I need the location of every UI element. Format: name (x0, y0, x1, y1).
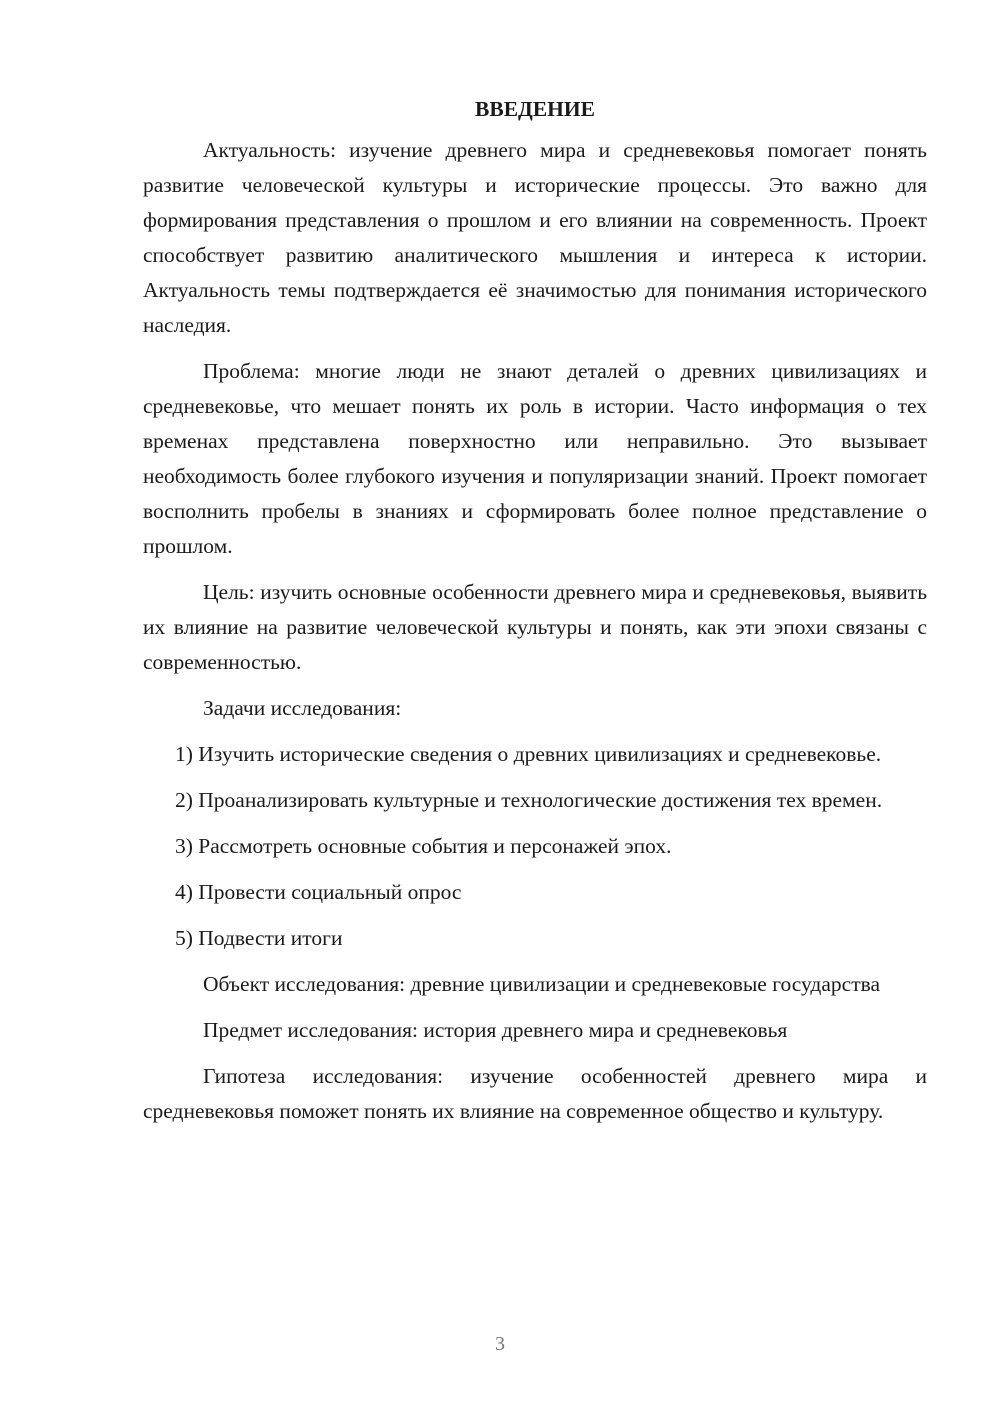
document-page (143, 92, 927, 1140)
relevance-paragraph: Актуальность: изучение древнего мира и средневековья помогает понять развитие человеческой культуры и исторические процессы. Это важно для формирования представления о прошлом и его влиянии на современность. Проект способствует развитию аналитического мышления и интереса к истории. Актуальность темы подтверждается её значимостью для понимания исторического наследия. (143, 138, 927, 337)
object-paragraph: Объект исследования: древние цивилизации и средневековые государства (203, 972, 881, 996)
hypothesis-paragraph: Гипотеза исследования: изучение особенностей древнего мира и средневековья поможет понять их влияние на современное общество и культуру. (143, 1064, 927, 1123)
task-item-4: 4) Провести социальный опрос (175, 880, 462, 904)
task-item-3: 3) Рассмотреть основные события и персонажей эпох. (175, 834, 672, 858)
tasks-heading: Задачи исследования: (203, 696, 402, 720)
page-title: ВВЕДЕНИЕ (475, 97, 595, 121)
task-item-1: 1) Изучить исторические сведения о древних цивилизациях и средневековье. (175, 742, 882, 766)
goal-paragraph: Цель: изучить основные особенности древнего мира и средневековья, выявить их влияние на развитие человеческой культуры и понять, как эти эпохи связаны с современностью. (143, 580, 927, 674)
subject-paragraph: Предмет исследования: история древнего мира и средневековья (203, 1018, 788, 1042)
problem-paragraph: Проблема: многие люди не знают деталей о древних цивилизациях и средневековье, что мешает понять их роль в истории. Часто информация о тех временах представлена поверхностно или неправильно. Это вызывает необходимость более глубокого изучения и популяризации знаний. Проект помогает восполнить пробелы в знаниях и сформировать более полное представление о прошлом. (143, 359, 927, 558)
task-item-2: 2) Проанализировать культурные и технологические достижения тех времен. (175, 788, 883, 812)
page-number: 3 (495, 1333, 505, 1355)
task-item-5: 5) Подвести итоги (175, 926, 343, 950)
